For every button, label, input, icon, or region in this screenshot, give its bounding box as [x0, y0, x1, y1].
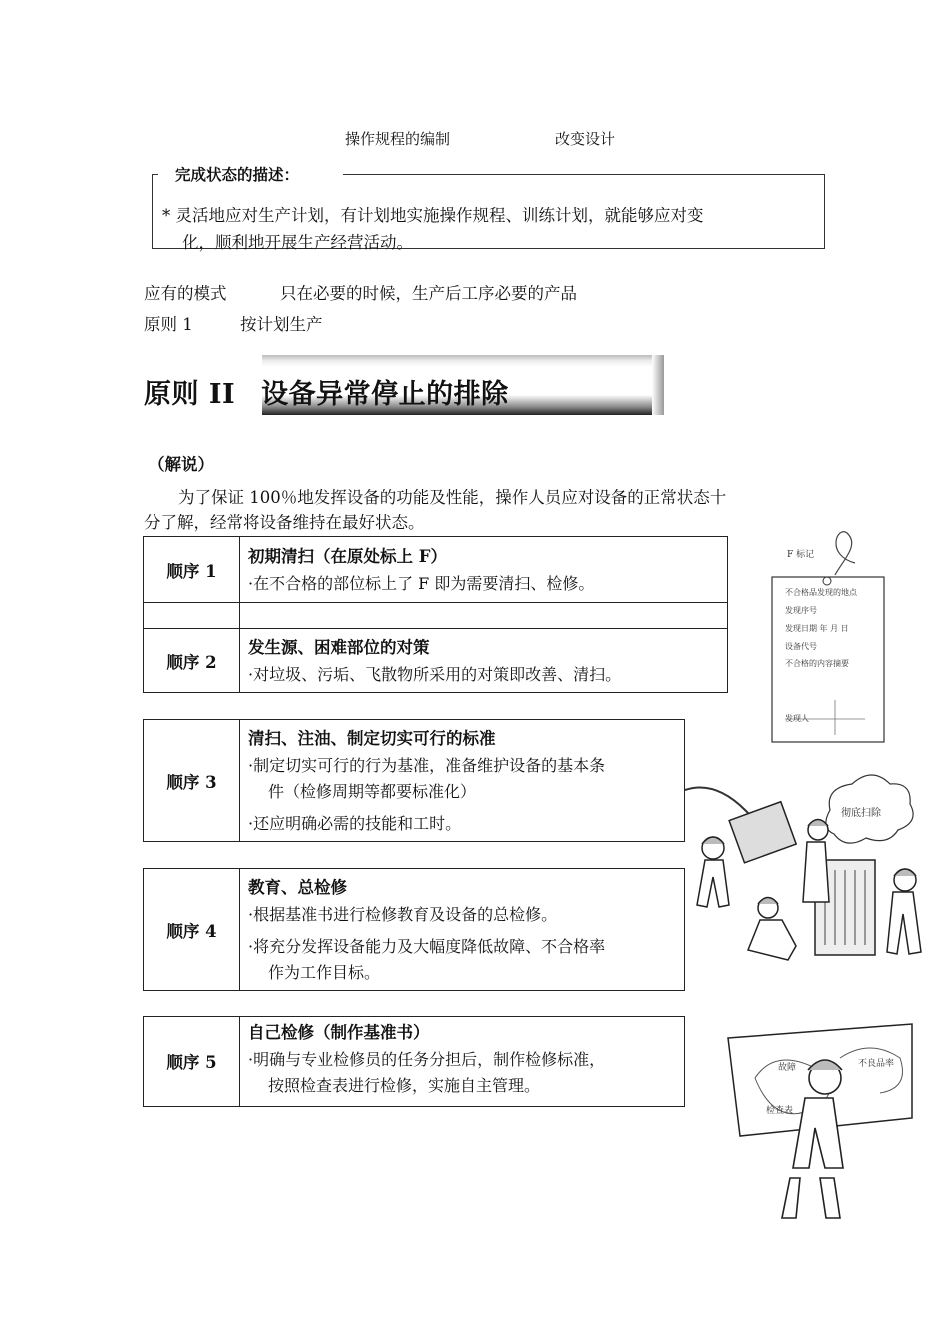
status-box-topline [343, 174, 824, 175]
step-bullet: ·还应明确必需的技能和工时。 [248, 813, 462, 833]
spacer-cell [144, 603, 240, 629]
steps-table-4 [143, 868, 685, 991]
step-title: 发生源、困难部位的对策 [248, 637, 430, 657]
step-spacer-row [144, 603, 728, 629]
status-text [162, 202, 822, 256]
tag-row: 不合格品发现的地点 [785, 588, 857, 597]
step-title: 教育、总检修 [248, 877, 347, 897]
step-label: 顺序 3 [144, 720, 240, 842]
step-content [240, 720, 685, 842]
step-bullet: ·明确与专业检修员的任务分担后，制作检修标准， [248, 1050, 606, 1069]
tag-title: F 标记 [787, 550, 815, 560]
step-content [240, 629, 728, 693]
steps-table-1-2 [143, 536, 728, 693]
cleaning-bubble-text: 彻底扫除 [841, 808, 881, 819]
step-bullet: ·将充分发挥设备能力及大幅度降低故障、不合格率 [248, 936, 606, 956]
tag-row: 不合格的内容摘要 [785, 659, 849, 668]
principle2-prefix: 原则 II [144, 379, 236, 410]
step-row-2 [144, 629, 728, 693]
mode-text: 只在必要的时候，生产后工序必要的产品 [280, 284, 577, 303]
board-label-defect-rate: 不良品率 [858, 1059, 895, 1069]
step-title: 初期清扫（在原处标上 F） [248, 546, 447, 566]
step-bullet: ·根据基准书进行检修教育及设备的总检修。 [248, 904, 558, 924]
inspection-board-illustration [720, 1018, 920, 1228]
explanation-line-2: 分了解，经常将设备维持在最好状态。 [144, 513, 425, 532]
mode-label: 应有的模式 [144, 284, 227, 303]
header-right: 改变设计 [555, 130, 616, 148]
status-bullet: * [162, 206, 171, 225]
step-label: 顺序 1 [144, 537, 240, 603]
step-title: 自己检修（制作基准书） [248, 1023, 430, 1042]
step-bullet-cont: 按照检查表进行检修，实施自主管理。 [268, 1076, 541, 1095]
explanation-label: （解说） [148, 455, 214, 474]
status-label: 完成状态的描述： [175, 165, 300, 184]
step-content [240, 1017, 685, 1107]
step-row-5 [144, 1017, 685, 1107]
step-bullet: ·在不合格的部位标上了 F 即为需要清扫、检修。 [248, 573, 595, 593]
board-label-checklist: 检查表 [766, 1106, 794, 1116]
tag-row: 发现日期 年 月 日 [785, 624, 849, 633]
header-left: 操作规程的编制 [345, 130, 451, 148]
status-box-topline [152, 174, 158, 175]
tag-row: 设备代号 [785, 642, 817, 651]
step-content [240, 537, 728, 603]
steps-table-5 [143, 1016, 685, 1107]
status-line-1: 灵活地应对生产计划，有计划地实施操作规程、训练计划，就能够应对变 [175, 206, 704, 225]
step-content [240, 869, 685, 991]
board-label-fault: 故障 [778, 1063, 797, 1073]
tag-finder: 发现人 [785, 714, 809, 723]
steps-table-3 [143, 719, 685, 842]
step-label: 顺序 2 [144, 629, 240, 693]
explanation-line-1: 为了保证 100％地发挥设备的功能及性能，操作人员应对设备的正常状态十 [178, 488, 727, 507]
step-row-1 [144, 537, 728, 603]
step-row-3 [144, 720, 685, 842]
cleaning-workers-illustration [675, 770, 940, 1000]
tag-row: 发现序号 [785, 606, 817, 615]
f-tag-illustration [765, 525, 895, 750]
principle2-heading: 设备异常停止的排除 [261, 379, 509, 410]
principle1-label: 原则 1 [144, 315, 193, 334]
step-row-4 [144, 869, 685, 991]
step-bullet: ·制定切实可行的行为基准，准备维护设备的基本条 [248, 755, 606, 775]
step-label: 顺序 5 [144, 1017, 240, 1107]
title-banner-edge [652, 355, 664, 415]
step-bullet-cont: 作为工作目标。 [268, 962, 381, 982]
principle2-title [144, 372, 509, 411]
step-bullet: ·对垃圾、污垢、飞散物所采用的对策即改善、清扫。 [248, 664, 622, 684]
status-line-2: 化，顺利地开展生产经营活动。 [182, 233, 413, 252]
step-bullet-cont: 件（检修周期等都要标准化） [268, 781, 477, 801]
spacer-cell [240, 603, 728, 629]
step-label: 顺序 4 [144, 869, 240, 991]
step-title: 清扫、注油、制定切实可行的标准 [248, 728, 496, 748]
principle1-text: 按计划生产 [240, 315, 323, 334]
